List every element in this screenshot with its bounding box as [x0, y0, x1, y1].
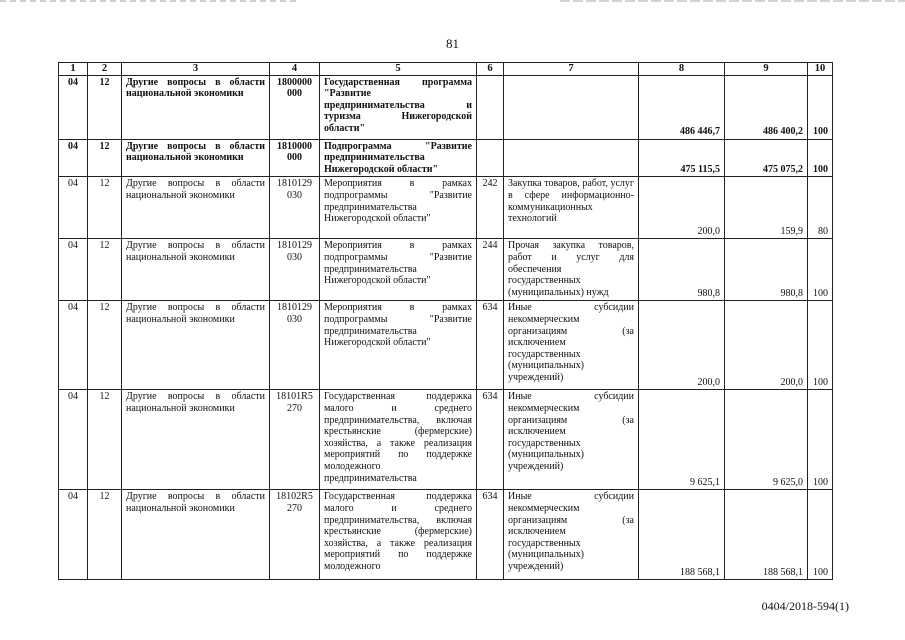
cell-col-9: 980,8 [725, 239, 808, 301]
cell-col-2: 12 [88, 301, 122, 390]
table-row [59, 239, 833, 301]
cell-col-1: 04 [59, 390, 88, 490]
cell-col-8: 486 446,7 [639, 75, 725, 139]
cell-col-8: 9 625,1 [639, 390, 725, 490]
column-header-10: 10 [808, 63, 833, 76]
cell-col-10: 100 [808, 301, 833, 390]
cell-col-10: 100 [808, 490, 833, 580]
cell-col-3: Другие вопросы в области национальной экономики [122, 490, 270, 580]
cell-col-8: 200,0 [639, 177, 725, 239]
cell-col-6: 244 [477, 239, 504, 301]
column-header-8: 8 [639, 63, 725, 76]
cell-col-1: 04 [59, 301, 88, 390]
cell-col-8: 980,8 [639, 239, 725, 301]
cell-col-8: 188 568,1 [639, 490, 725, 580]
cell-col-3: Другие вопросы в области национальной экономики [122, 177, 270, 239]
cell-col-5: Мероприятия в рамках подпрограммы "Развитие предпринимательства Нижегородской области" [320, 301, 477, 390]
cell-col-10: 100 [808, 139, 833, 177]
column-header-2: 2 [88, 63, 122, 76]
cell-col-2: 12 [88, 390, 122, 490]
cell-col-8: 200,0 [639, 301, 725, 390]
cell-col-9: 200,0 [725, 301, 808, 390]
cell-col-7: Иные субсидии некоммерческим организациям (за исключением государственных (муниципальных) учреждений) [504, 301, 639, 390]
cell-col-10: 100 [808, 390, 833, 490]
cell-col-1: 04 [59, 75, 88, 139]
cell-col-1: 04 [59, 139, 88, 177]
cell-col-2: 12 [88, 177, 122, 239]
cell-col-6: 242 [477, 177, 504, 239]
table-row [59, 139, 833, 177]
cell-col-6: 634 [477, 301, 504, 390]
table-row [59, 301, 833, 390]
cell-col-7: Иные субсидии некоммерческим организациям (за исключением государственных (муниципальных) учреждений) [504, 390, 639, 490]
cell-col-5: Мероприятия в рамках подпрограммы "Развитие предпринимательства Нижегородской области" [320, 177, 477, 239]
document-id: 0404/2018-594(1) [761, 599, 849, 613]
cell-col-10: 100 [808, 75, 833, 139]
cell-col-4: 1810000 000 [270, 139, 320, 177]
column-header-4: 4 [270, 63, 320, 76]
cell-col-3: Другие вопросы в области национальной экономики [122, 301, 270, 390]
cell-col-10: 80 [808, 177, 833, 239]
cell-col-1: 04 [59, 239, 88, 301]
cell-col-2: 12 [88, 75, 122, 139]
cell-col-3: Другие вопросы в области национальной экономики [122, 390, 270, 490]
cell-col-3: Другие вопросы в области национальной экономики [122, 75, 270, 139]
cell-col-5: Подпрограмма "Развитие предпринимательства Нижегородской области" [320, 139, 477, 177]
cell-col-6 [477, 75, 504, 139]
page-number: 81 [446, 36, 459, 51]
cell-col-1: 04 [59, 177, 88, 239]
table-row [59, 75, 833, 139]
cell-col-5: Государственная поддержка малого и среднего предпринимательства, включая крестьянские (фермерские) хозяйства, а также реализация мероприятий по поддержке молодежного [320, 490, 477, 580]
budget-table [58, 62, 833, 580]
cell-col-9: 159,9 [725, 177, 808, 239]
cell-col-7 [504, 139, 639, 177]
table-row [59, 390, 833, 490]
cell-col-3: Другие вопросы в области национальной экономики [122, 139, 270, 177]
cell-col-2: 12 [88, 490, 122, 580]
cell-col-4: 18102R5 270 [270, 490, 320, 580]
cell-col-4: 1810129 030 [270, 177, 320, 239]
table-body [59, 75, 833, 580]
cell-col-6: 634 [477, 490, 504, 580]
cell-col-7: Прочая закупка товаров, работ и услуг для обеспечения государственных (муниципальных) нужд [504, 239, 639, 301]
column-header-7: 7 [504, 63, 639, 76]
column-header-1: 1 [59, 63, 88, 76]
cell-col-4: 1810129 030 [270, 301, 320, 390]
cell-col-4: 1810129 030 [270, 239, 320, 301]
cell-col-9: 486 400,2 [725, 75, 808, 139]
cell-col-7: Иные субсидии некоммерческим организациям (за исключением государственных (муниципальных) учреждений) [504, 490, 639, 580]
column-header-5: 5 [320, 63, 477, 76]
column-header-3: 3 [122, 63, 270, 76]
cell-col-1: 04 [59, 490, 88, 580]
cell-col-7: Закупка товаров, работ, услуг в сфере информационно-коммуникационных технологий [504, 177, 639, 239]
cell-col-4: 18101R5 270 [270, 390, 320, 490]
cell-col-9: 475 075,2 [725, 139, 808, 177]
cell-col-2: 12 [88, 239, 122, 301]
cell-col-8: 475 115,5 [639, 139, 725, 177]
cell-col-2: 12 [88, 139, 122, 177]
cell-col-7 [504, 75, 639, 139]
cell-col-9: 188 568,1 [725, 490, 808, 580]
cell-col-6 [477, 139, 504, 177]
table-row [59, 490, 833, 580]
cell-col-9: 9 625,0 [725, 390, 808, 490]
column-header-6: 6 [477, 63, 504, 76]
cell-col-5: Государственная программа "Развитие предпринимательства и туризма Нижегородской области" [320, 75, 477, 139]
cell-col-5: Мероприятия в рамках подпрограммы "Развитие предпринимательства Нижегородской области" [320, 239, 477, 301]
cell-col-4: 1800000 000 [270, 75, 320, 139]
cell-col-6: 634 [477, 390, 504, 490]
scan-edge-marks [0, 0, 905, 3]
column-header-9: 9 [725, 63, 808, 76]
cell-col-5: Государственная поддержка малого и среднего предпринимательства, включая крестьянские (фермерские) хозяйства, а также реализация мероприятий по поддержке молодежного предпринимательства [320, 390, 477, 490]
header-row [59, 63, 833, 76]
table-row [59, 177, 833, 239]
cell-col-3: Другие вопросы в области национальной экономики [122, 239, 270, 301]
cell-col-10: 100 [808, 239, 833, 301]
